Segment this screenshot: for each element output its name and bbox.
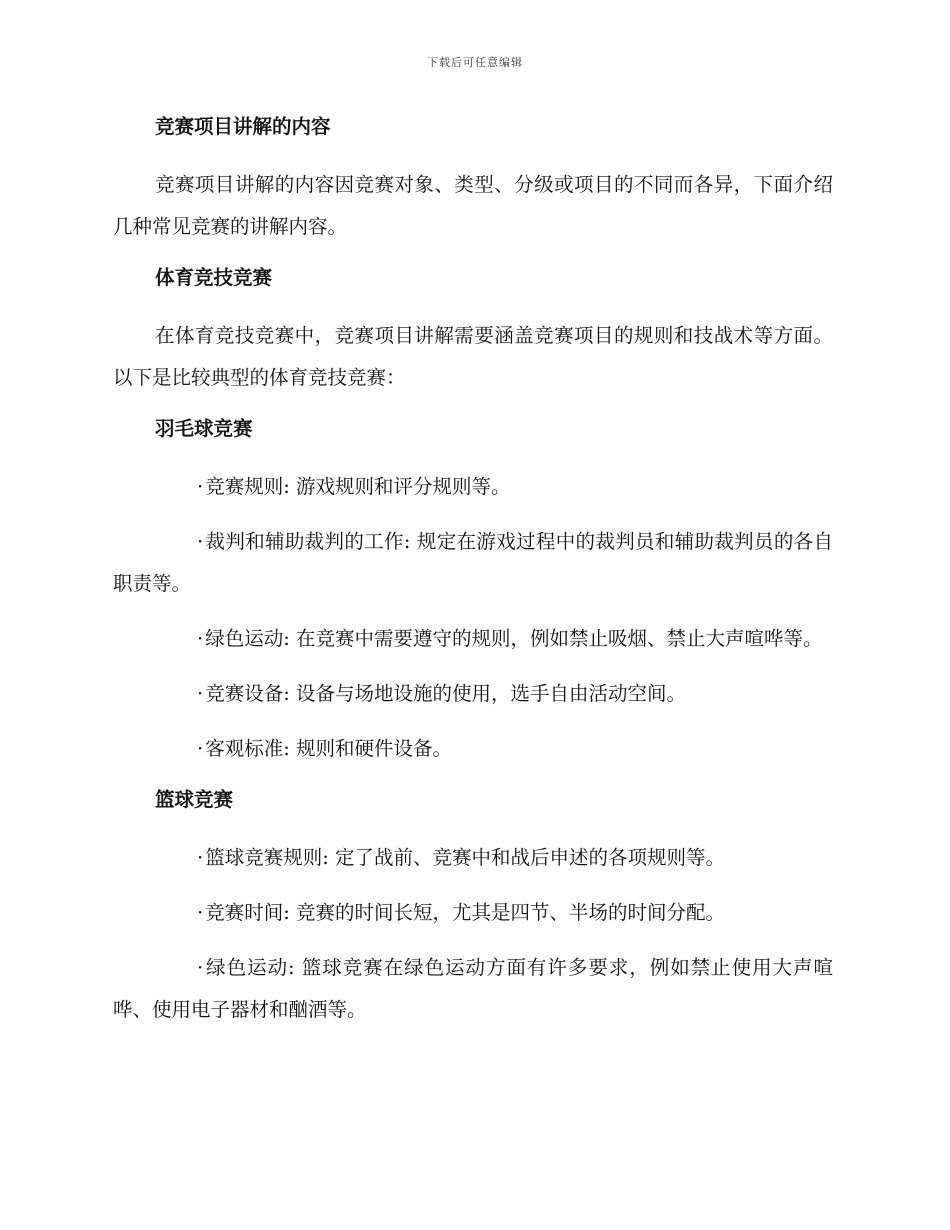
bullet-text: 绿色运动: 篮球竞赛在绿色运动方面有许多要求，例如禁止使用大声喧哗、使用电子器材和酗酒等。 bbox=[113, 956, 833, 1021]
bullet-item bbox=[113, 728, 833, 770]
bullet-dot: · bbox=[197, 956, 204, 979]
bullet-item bbox=[113, 673, 833, 715]
bullet-dot: · bbox=[197, 627, 204, 650]
bullet-text: 篮球竞赛规则: 定了战前、竞赛中和战后申述的各项规则等。 bbox=[205, 846, 725, 869]
page-header: 下载后可任意编辑 bbox=[427, 56, 523, 69]
bullet-item bbox=[113, 521, 833, 605]
bullet-text: 客观标准: 规则和硬件设备。 bbox=[205, 737, 452, 760]
paragraph: 竞赛项目讲解的内容因竞赛对象、类型、分级或项目的不同而各异，下面介绍几种常见竞赛的讲解内容。 bbox=[113, 173, 833, 238]
bullet-item bbox=[113, 618, 833, 660]
bullet-item bbox=[113, 466, 833, 508]
bullet-dot: · bbox=[197, 530, 204, 553]
bullet-text: 竞赛规则: 游戏规则和评分规则等。 bbox=[205, 475, 511, 498]
section-heading: 篮球竞赛 bbox=[155, 788, 234, 811]
bullet-dot: · bbox=[197, 737, 204, 760]
bullet-item bbox=[113, 947, 833, 1031]
bullet-dot: · bbox=[197, 682, 204, 705]
bullet-item bbox=[113, 892, 833, 934]
bullet-item bbox=[113, 837, 833, 879]
section-heading: 羽毛球竞赛 bbox=[155, 417, 253, 440]
bullet-text: 竞赛时间: 竞赛的时间长短，尤其是四节、半场的时间分配。 bbox=[205, 901, 725, 924]
bullet-dot: · bbox=[197, 901, 204, 924]
bullet-text: 裁判和辅助裁判的工作: 规定在游戏过程中的裁判员和辅助裁判员的各自职责等。 bbox=[113, 530, 833, 595]
document-body bbox=[113, 110, 833, 1044]
bullet-dot: · bbox=[197, 846, 204, 869]
bullet-dot: · bbox=[197, 475, 204, 498]
section-heading: 体育竞技竞赛 bbox=[155, 266, 273, 289]
paragraph: 在体育竞技竞赛中，竞赛项目讲解需要涵盖竞赛项目的规则和技战术等方面。以下是比较典型的体育竞技竞赛： bbox=[113, 324, 833, 389]
bullet-text: 竞赛设备: 设备与场地设施的使用，选手自由活动空间。 bbox=[205, 682, 686, 705]
bullet-text: 绿色运动: 在竞赛中需要遵守的规则，例如禁止吸烟、禁止大声喧哗等。 bbox=[205, 627, 823, 650]
section-heading: 竞赛项目讲解的内容 bbox=[155, 115, 331, 138]
